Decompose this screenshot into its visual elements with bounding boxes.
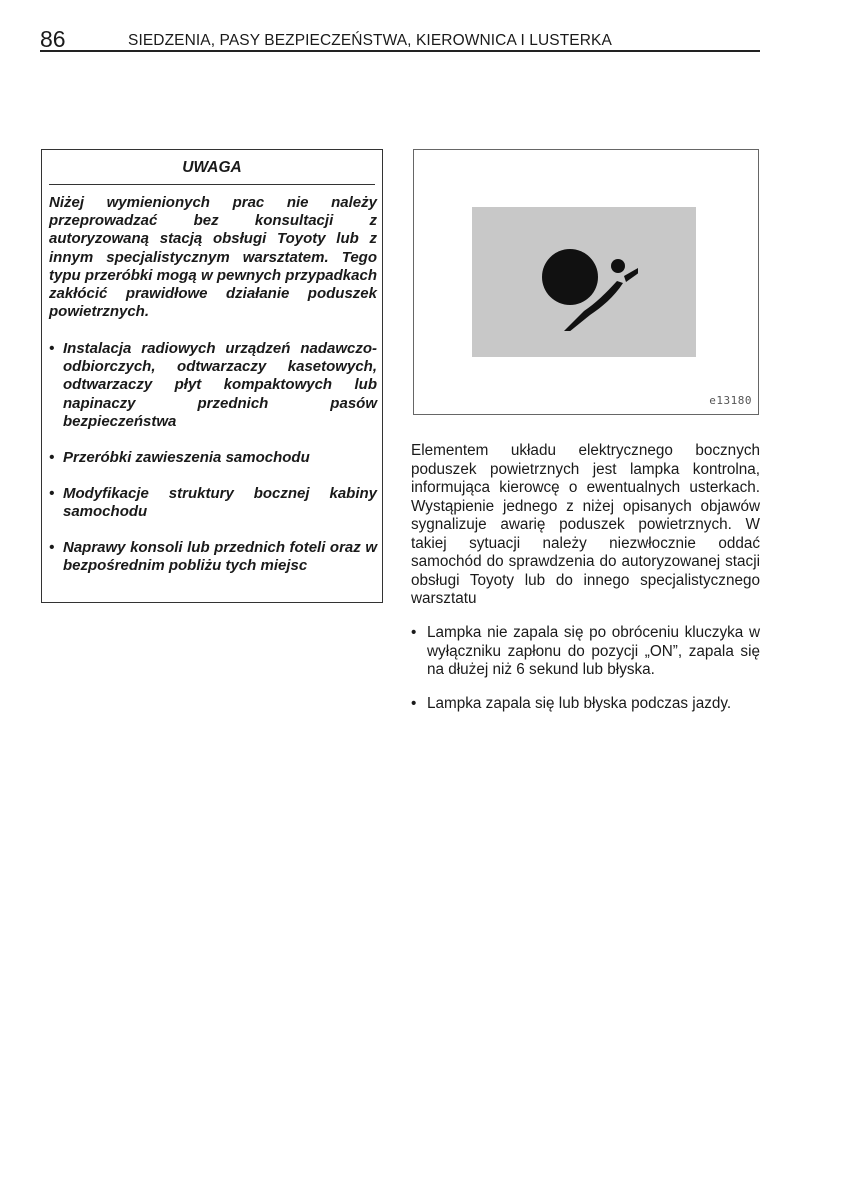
symptom-item — [411, 695, 760, 714]
indicator-panel — [472, 207, 696, 357]
figure — [413, 149, 759, 415]
page-header — [40, 26, 760, 54]
warning-title: UWAGA — [182, 159, 242, 176]
symptom-item-text: Lampka nie zapala się po obróceniu kluczyka w wyłączniku zapłonu do pozycji „ON”, zapala się na dłużej niż 6 sekund lub błyska. — [427, 624, 760, 678]
warning-item — [49, 340, 377, 431]
warning-item-text: Modyfikacje struktury bocznej kabiny samochodu — [63, 485, 377, 521]
warning-divider — [49, 184, 375, 185]
bullet-icon: • — [411, 695, 417, 712]
airbag-warning-icon — [538, 241, 638, 331]
warning-intro: Niżej wymienionych prac nie należy przeprowadzać bez konsultacji z autoryzowaną stacją obsługi Toyoty lub z innym specjalistycznym warsztatem. Tego typu przeróbki mogą w pewnych przypadkach zakłócić prawidłowe działanie poduszek powietrznych. — [49, 194, 377, 321]
warning-item — [49, 449, 377, 467]
symptom-item — [411, 624, 760, 680]
warning-item — [49, 539, 377, 575]
page-number: 86 — [40, 26, 66, 52]
warning-item-text: Instalacja radiowych urządzeń nadawczo-odbiorczych, odtwarzaczy kasetowych, odtwarzaczy płyt kompaktowych lub napinaczy przednich pasów bezpieczeństwa — [63, 340, 377, 430]
warning-box — [41, 149, 383, 603]
warning-item-text: Przeróbki zawieszenia samochodu — [63, 449, 310, 466]
warning-item — [49, 485, 377, 521]
header-rule — [40, 50, 760, 52]
bullet-icon: • — [49, 449, 55, 466]
bullet-icon: • — [411, 624, 417, 641]
symptom-item-text: Lampka zapala się lub błyska podczas jazdy. — [427, 695, 732, 712]
chapter-title: SIEDZENIA, PASY BEZPIECZEŃSTWA, KIEROWNICA I LUSTERKA — [128, 32, 612, 49]
body-paragraph: Elementem układu elektrycznego bocznych poduszek powietrznych jest lampka kontrolna, informująca kierowcę o ewentualnych usterkach. Wystąpienie jednego z niżej opisanych objawów sygnalizuje awarię poduszek powietrznych. W takiej sytuacji należy niezwłocznie oddać samochód do sprawdzenia do autoryzowanej stacji obsługi Toyoty lub do innego specjalistycznego warsztatu — [411, 442, 760, 607]
bullet-icon: • — [49, 539, 55, 556]
bullet-icon: • — [49, 340, 55, 357]
bullet-icon: • — [49, 485, 55, 502]
warning-item-text: Naprawy konsoli lub przednich foteli oraz w bezpośrednim pobliżu tych miejsc — [63, 539, 377, 575]
figure-code: e13180 — [709, 394, 752, 407]
